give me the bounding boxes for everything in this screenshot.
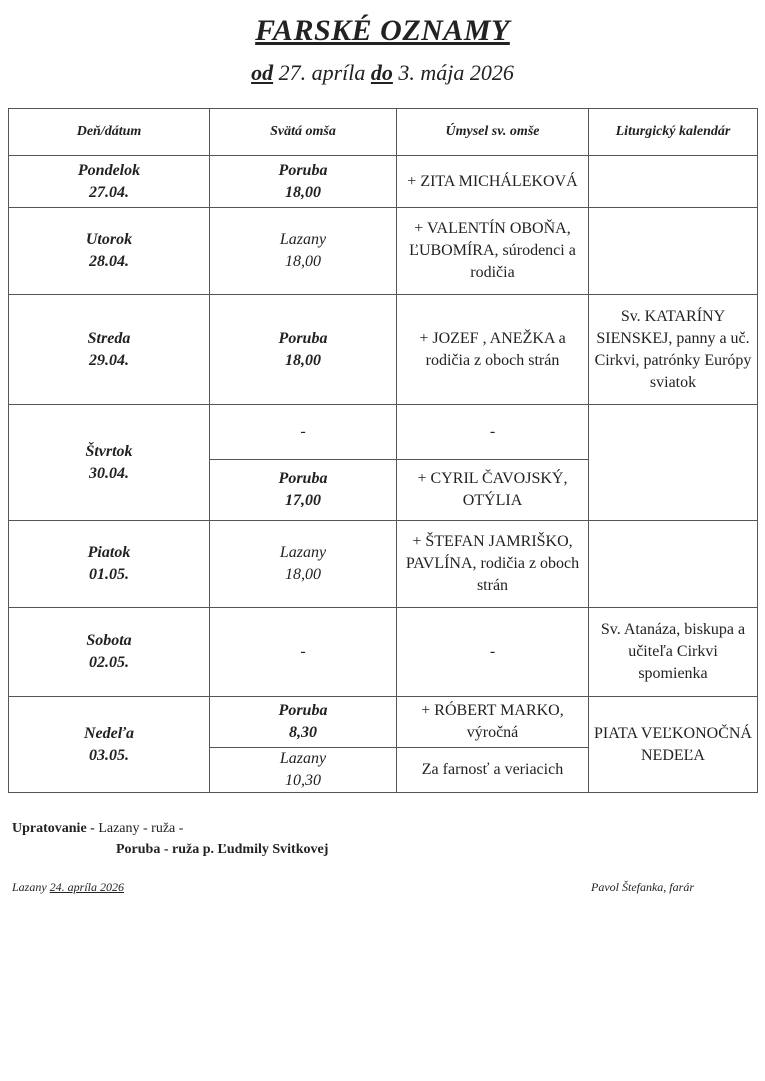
intention-cell: + VALENTÍN OBOŇA, ĽUBOMÍRA, súrodenci a rodičia	[397, 208, 589, 295]
day-cell	[9, 295, 210, 405]
column-header-calendar: Liturgický kalendár	[589, 109, 758, 156]
calendar-cell	[589, 405, 758, 521]
intention-cell: + RÓBERT MARKO, výročná	[397, 697, 589, 748]
table-row	[9, 521, 758, 608]
day-name: Sobota	[86, 632, 132, 649]
calendar-cell: Sv. KATARÍNY SIENSKEJ, panny a uč. Cirkvi, patrónky Európy sviatok	[589, 295, 758, 405]
column-header-intention: Úmysel sv. omše	[397, 109, 589, 156]
table-row	[9, 405, 758, 460]
footer-place: Lazany	[12, 880, 50, 894]
calendar-cell	[589, 208, 758, 295]
day-name: Štvrtok	[85, 442, 133, 460]
calendar-cell	[589, 156, 758, 208]
column-header-day: Deň/dátum	[9, 109, 210, 156]
mass-time: 18,00	[285, 253, 321, 270]
cleaning-line-1	[12, 818, 328, 839]
day-date: 29.04.	[89, 351, 129, 369]
footer-signature: Pavol Štefanka, farár	[591, 880, 694, 894]
intention-cell: + CYRIL ČAVOJSKÝ, OTÝLIA	[397, 460, 589, 521]
footer-date: 24. apríla 2026	[49, 880, 125, 894]
mass-cell	[210, 521, 397, 608]
day-name: Streda	[87, 329, 131, 347]
day-date: 02.05.	[89, 654, 129, 671]
day-cell	[9, 156, 210, 208]
table-row	[9, 608, 758, 697]
cleaning-notes	[12, 818, 328, 860]
cleaning-label: Upratovanie -	[12, 821, 99, 836]
cleaning-line-2: Poruba - ruža p. Ľudmily Svitkovej	[116, 842, 329, 857]
day-cell	[9, 697, 210, 793]
calendar-cell: PIATA VEĽKONOČNÁ NEDEĽA	[589, 697, 758, 793]
mass-place: Poruba	[278, 329, 328, 347]
mass-place: Poruba	[278, 470, 328, 487]
intention-cell: Za farnosť a veriacich	[397, 748, 589, 793]
day-name: Nedeľa	[83, 724, 135, 742]
mass-place: Poruba	[278, 702, 328, 719]
mass-place: Lazany	[279, 544, 327, 561]
table-row	[9, 208, 758, 295]
mass-place: Lazany	[279, 750, 327, 767]
schedule-table	[8, 108, 758, 793]
column-header-mass: Svätá omša	[210, 109, 397, 156]
calendar-cell	[589, 521, 758, 608]
cleaning-lazany: Lazany - ruža -	[98, 821, 184, 836]
mass-cell	[210, 156, 397, 208]
mass-cell	[210, 295, 397, 405]
intention-cell: -	[397, 608, 589, 697]
day-date: 01.05.	[89, 566, 129, 583]
day-date: 27.04.	[89, 183, 129, 201]
from-word: od	[251, 60, 274, 85]
day-name: Utorok	[85, 231, 133, 248]
table-row	[9, 697, 758, 748]
day-date: 30.04.	[89, 464, 129, 482]
mass-cell	[210, 697, 397, 748]
table-row	[9, 295, 758, 405]
mass-time: 18,00	[285, 566, 321, 583]
day-name: Piatok	[87, 544, 131, 561]
from-date: 27. apríla	[273, 60, 371, 85]
page-title: FARSKÉ OZNAMY	[255, 14, 510, 47]
intention-cell: + JOZEF , ANEŽKA a rodičia z oboch strán	[397, 295, 589, 405]
intention-cell: -	[397, 405, 589, 460]
day-date: 03.05.	[89, 746, 129, 764]
mass-time: 10,30	[285, 772, 321, 789]
mass-time: 18,00	[285, 351, 321, 369]
day-date: 28.04.	[89, 253, 129, 270]
intention-cell: + ŠTEFAN JAMRIŠKO, PAVLÍNA, rodičia z oboch strán	[397, 521, 589, 608]
calendar-cell: Sv. Atanáza, biskupa a učiteľa Cirkvi spomienka	[589, 608, 758, 697]
date-range	[0, 60, 765, 86]
day-name: Pondelok	[77, 161, 141, 179]
mass-cell: -	[210, 608, 397, 697]
mass-time: 8,30	[289, 724, 317, 741]
table-header-row	[9, 109, 758, 156]
to-date: 3. mája 2026	[392, 60, 514, 85]
day-cell	[9, 208, 210, 295]
day-cell	[9, 608, 210, 697]
mass-cell	[210, 208, 397, 295]
mass-cell: -	[210, 405, 397, 460]
to-word: do	[370, 60, 393, 85]
mass-cell	[210, 460, 397, 521]
mass-time: 17,00	[285, 492, 321, 509]
table-row	[9, 156, 758, 208]
day-cell	[9, 521, 210, 608]
mass-place: Poruba	[278, 161, 328, 179]
footer-place-date	[12, 880, 124, 895]
mass-time: 18,00	[285, 183, 321, 201]
mass-cell	[210, 748, 397, 793]
day-cell	[9, 405, 210, 521]
mass-place: Lazany	[279, 231, 327, 248]
intention-cell: + ZITA MICHÁLEKOVÁ	[397, 156, 589, 208]
